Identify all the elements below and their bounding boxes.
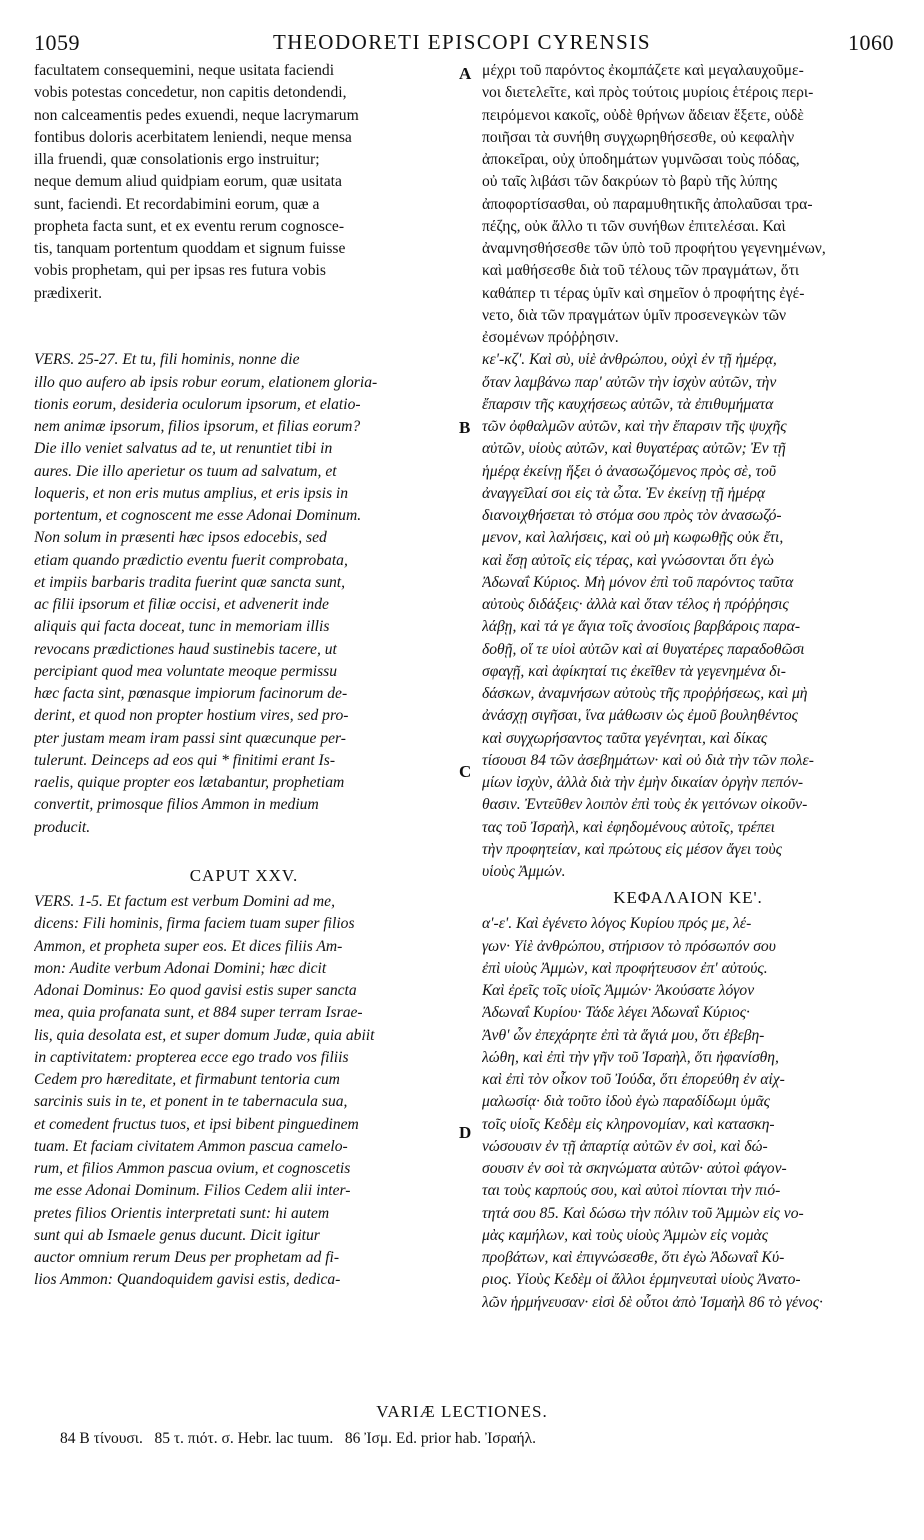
text-line: καθάπερ τι τέρας ὑμῖν καὶ σημεῖον ὁ προφήτης ἐγέ-: [482, 284, 805, 302]
text-line: revocans prædictiones haud sustinebis tacere, ut: [34, 640, 337, 658]
text-line: μαλωσίᾳ· διὰ τοῦτο ἰδοὺ ἐγὼ παραδίδωμι ὑμᾶς: [482, 1093, 770, 1111]
text-line: πειρόμενοι κακοῖς, οὐδὲ θρήνων ἄδειαν ἕξετε, οὐδὲ: [482, 106, 804, 124]
text-line: mon: Audite verbum Adonai Domini; hæc dicit: [34, 959, 327, 977]
text-line: Ἀδωναΐ Κύριος. Μὴ μόνον ἐπὶ τοῦ παρόντος ταῦτα: [482, 573, 794, 591]
text-line: ac filii ipsorum et filiæ occisi, et advenerit inde: [34, 596, 329, 613]
text-line: hæc facta sint, pœnasque impiorum facinorum de-: [34, 685, 348, 702]
text-line: κε'-κζ'. Καὶ σὺ, υἱὲ ἀνθρώπου, οὐχὶ ἐν τῇ ἡμέρᾳ,: [482, 351, 777, 369]
text-line: me esse Adonai Dominum. Filios Cedem alii inter-: [34, 1182, 351, 1200]
text-line: Ammon, et propheta super eos. Et dices filiis Am-: [34, 937, 343, 955]
text-line: ἀποκεῖραι, οὐχ ὑποδημάτων γυμνῶσαι τοὺς πόδας,: [482, 151, 800, 168]
text-line: δοθῇ, οἵ τε υἱοὶ αὐτῶν καὶ αἱ θυγατέρες παραδοθῶσι: [482, 640, 805, 658]
text-line: et comedent fructus tuos, et ipsi bibent pinguedinem: [34, 1115, 359, 1133]
text-line: σφαγῇ, καὶ ἀφίκηταί τις ἐκεῖθεν τὰ γεγενημένα δι-: [482, 662, 786, 680]
text-line: ἀνάσχῃ σιγῆσαι, ἵνα μάθωσιν ὡς ἐμοῦ βουληθέντος: [482, 707, 798, 725]
running-title: THEODORETI EPISCOPI CYRENSIS: [272, 30, 652, 54]
text-line: lis, quia desolata est, et super domum Judæ, quia abiit: [34, 1026, 375, 1044]
text-line: loqueris, et non eris mutus amplius, et eris ipsis in: [34, 484, 349, 502]
text-line: etiam quando prædictio eventu fuerit comprobata,: [34, 551, 348, 569]
text-line: καὶ ἐπὶ τὸν οἶκον τοῦ Ἰούδα, ὅτι ἐπορεύθη ἐν αἰχ-: [482, 1071, 785, 1088]
text-line: καὶ συγχωρήσαντος ταῦτα γεγένηται, καὶ δίκας: [482, 729, 768, 747]
text-line: ἀποφορτίσασθαι, οὐ παραμυθητικῆς ἀπολαῦσαι τρα-: [482, 195, 813, 213]
text-line: raelis, quique propter eos lætabantur, prophetiam: [34, 774, 345, 791]
text-line: tuam. Et faciam civitatem Ammon pascua camelo-: [34, 1137, 348, 1155]
text-line: nem animæ ipsorum, filios ipsorum, et filias eorum?: [34, 418, 361, 435]
latin-paragraph-3: [34, 891, 454, 1292]
text-line: producit.: [34, 818, 91, 836]
text-line: τῶν ὀφθαλμῶν αὐτῶν, καὶ τὴν ἔπαρσιν τῆς ψυχῆς: [482, 418, 787, 435]
text-line: illo quo aufero ab ipsis robur eorum, elationem gloria-: [34, 373, 378, 391]
text-line: pter justam meam iram passi sint quæcunque per-: [34, 729, 346, 747]
text-line: derint, et quod non propter hostium vires, sed pro-: [34, 707, 349, 725]
text-line: percipiant quod mea voluntate meoque permissu: [34, 662, 338, 680]
text-line: neque demum aliud quidpiam eorum, quæ usitata: [34, 173, 342, 191]
text-line: prædixerit.: [34, 284, 102, 302]
text-line: λῶν ἡρμήνευσαν· εἰσὶ δὲ οὗτοι ἀπὸ Ἰσμαὴλ 86 τὸ γένος·: [482, 1293, 823, 1311]
text-line: vobis potestas concedetur, non capitis detondendi,: [34, 84, 347, 102]
margin-letter-c: C: [459, 762, 472, 781]
text-line: Ἀνθ' ὧν ἐπεχάρητε ἐπὶ τὰ ἅγιά μου, ὅτι ἐβεβη-: [482, 1026, 765, 1044]
variae-lectiones-notes: 84 B τίνουσι. 85 τ. πιότ. σ. Hebr. lac tuum. 86 Ἰσμ. Ed. prior hab. Ἰσραήλ.: [60, 1430, 536, 1447]
greek-column: [482, 60, 894, 1314]
text-line: νοι διετελεῖτε, καὶ πρὸς τούτοις μυρίοις ἑτέροις περι-: [482, 84, 814, 102]
margin-letter-a: A: [459, 64, 472, 83]
text-line: ὅταν λαμβάνω παρ' αὐτῶν τὴν ἰσχὺν αὐτῶν, τὴν: [482, 373, 777, 391]
text-line: τητά σου 85. Καὶ δώσω τὴν πόλιν τοῦ Ἀμμὼν εἰς νο-: [482, 1204, 804, 1222]
text-line: ἡμέρᾳ ἐκείνῃ ἥξει ὁ ἀνασωζόμενος πρὸς σὲ, τοῦ: [482, 462, 777, 480]
page-header: [0, 30, 924, 60]
margin-letter-d: D: [459, 1123, 472, 1142]
text-line: ἔπαρσιν τῆς καυχήσεως αὐτῶν, τὰ ἐπιθυμήματα: [482, 395, 774, 413]
text-line: γων· Υἱὲ ἀνθρώπου, στήρισον τὸ πρόσωπόν σου: [482, 937, 776, 955]
text-line: sarcinis suis in te, et ponent in te tabernacula sua,: [34, 1093, 348, 1111]
text-line: αὐτῶν, υἱοὺς αὐτῶν, καὶ θυγατέρας αὐτῶν; Ἐν τῇ: [482, 440, 786, 458]
greek-paragraph-2: [482, 349, 894, 883]
text-line: pretes filios Orientis interpretati sunt: hi autem: [34, 1204, 330, 1222]
text-line: aures. Die illo aperietur os tuum ad salvatum, et: [34, 462, 337, 480]
text-line: tulerunt. Deinceps ad eos qui * finitimi erant Is-: [34, 751, 336, 769]
text-line: ριος. Υἱοὺς Κεδὲμ οἱ ἄλλοι ἑρμηνευταὶ υἱοὺς Ἀνατο-: [482, 1271, 801, 1289]
text-line: VERS. 25-27. Et tu, fili hominis, nonne die: [34, 351, 300, 369]
text-line: ἀναμνησθήσεσθε τῶν ὑπὸ τοῦ προφήτου γεγενημένων,: [482, 240, 826, 257]
text-line: illa fruendi, quæ consolationis ergo instruitur;: [34, 151, 320, 168]
text-line: Καὶ ἐρεῖς τοῖς υἱοῖς Ἀμμών· Ἀκούσατε λόγον: [482, 982, 755, 999]
text-line: sunt qui ab Ismaele genus ducunt. Dicit igitur: [34, 1226, 320, 1244]
text-line: lios Ammon: Quandoquidem gavisi estis, dedica-: [34, 1271, 341, 1289]
text-line: vobis prophetam, qui per ipsas res futura vobis: [34, 262, 326, 280]
text-line: προβάτων, καὶ ἐπιγνώσεσθε, ὅτι ἐγὼ Ἀδωναΐ Κύ-: [482, 1249, 785, 1266]
text-line: et impiis barbaris tradita fuerint quæ sancta sunt,: [34, 573, 346, 591]
text-line: in captivitatem: propterea ecce ego trado vos filiis: [34, 1048, 349, 1066]
text-line: convertit, primosque filios Ammon in medium: [34, 796, 319, 814]
text-line: υἱοὺς Ἀμμών.: [482, 863, 566, 880]
text-line: τίσουσι 84 τῶν ἀσεβημάτων· καὶ οὐ διὰ τὴν τῶν πολε-: [482, 751, 814, 769]
text-line: rum, et filios Ammon pascua ovium, et cognoscetis: [34, 1160, 351, 1177]
text-line: α'-ε'. Καὶ ἐγένετο λόγος Κυρίου πρός με, λέ-: [482, 915, 752, 933]
text-line: μίων ἰσχὺν, ἀλλὰ διὰ τὴν ἐμὴν δικαίαν ὀργὴν πεπόν-: [482, 774, 804, 791]
greek-chapter-heading: ΚΕΦΑΛΑΙΟΝ ΚΕ'.: [613, 888, 763, 908]
latin-paragraph-1: [34, 60, 454, 305]
text-line: ἐπὶ υἱοὺς Ἀμμὼν, καὶ προφήτευσον ἐπ' αὐτούς.: [482, 959, 768, 977]
text-line: VERS. 1-5. Et factum est verbum Domini ad me,: [34, 893, 335, 910]
greek-paragraph-3: [482, 913, 894, 1314]
text-line: portentum, et cognoscent me esse Adonai Dominum.: [34, 507, 362, 524]
text-line: ποιῆσαι τὰ συνήθη συγχωρηθήσεσθε, οὐ κεφαλὴν: [482, 128, 795, 146]
latin-chapter-heading: CAPUT XXV.: [189, 866, 299, 885]
text-line: νετο, διὰ τῶν πραγμάτων ὑμῖν προσενεγκὼν τῶν: [482, 306, 787, 324]
text-line: ἀναγγεῖλαί σοι εἰς τὰ ὦτα. Ἐν ἐκείνῃ τῇ ἡμέρᾳ: [482, 484, 766, 502]
text-line: λάβῃ, καὶ τά γε ἅγια τοῖς ἀνοσίοις βαρβάροις παρα-: [482, 618, 801, 636]
text-line: δάσκων, ἀναμνήσων αὐτοὺς τῆς προῤῥήσεως, καὶ μὴ: [482, 685, 808, 702]
text-line: tionis eorum, desideria oculorum ipsorum, et elatio-: [34, 395, 361, 413]
text-line: καὶ μαθήσεσθε διὰ τοῦ τέλους τῶν πραγμάτων, ὅτι: [482, 262, 800, 280]
text-line: fontibus doloris acerbitatem leniendi, neque mensa: [34, 128, 352, 146]
variae-lectiones-title: VARIÆ LECTIONES.: [376, 1402, 548, 1421]
text-line: auctor omnium rerum Deus per prophetam ad fi-: [34, 1249, 340, 1266]
page-number-left: 1059: [34, 30, 80, 55]
text-line: Non solum in præsenti hæc ipsos edocebis, sed: [34, 529, 327, 547]
text-line: facultatem consequemini, neque usitata faciendi: [34, 62, 335, 79]
text-line: tis, tanquam portentum quoddam et signum fuisse: [34, 240, 346, 257]
text-line: αὐτοὺς διδάξεις· ἀλλὰ καὶ ὅταν τέλος ἡ πρόῤῥησις: [482, 596, 789, 613]
text-line: λώθη, καὶ ἐπὶ τὴν γῆν τοῦ Ἰσραὴλ, ὅτι ἠφανίσθη,: [482, 1048, 779, 1066]
text-line: πέζης, οὐκ ἄλλο τι τῶν συνήθων ἐπιτελέσαι. Καὶ: [482, 217, 786, 235]
text-line: νώσουσιν ἐν τῇ ἀπαρτίᾳ αὐτῶν ἐν σοὶ, καὶ δώ-: [482, 1137, 768, 1155]
text-line: dicens: Fili hominis, firma faciem tuam super filios: [34, 915, 355, 933]
text-line: aliquis qui facta doceat, tunc in memoriam illis: [34, 618, 330, 636]
text-line: sunt, faciendi. Et recordabimini eorum, quæ a: [34, 195, 320, 213]
text-line: τοῖς υἱοῖς Κεδὲμ εἰς κληρονομίαν, καὶ κατασκη-: [482, 1115, 775, 1133]
text-line: ἐσομένων πρόῤῥησιν.: [482, 329, 619, 346]
text-line: propheta facta sunt, et ex eventu rerum cognosce-: [34, 217, 345, 235]
text-line: οὐ ταῖς λιβάσι τῶν δακρύων τὸ βαρὺ τῆς λύπης: [482, 173, 778, 191]
greek-paragraph-1: [482, 60, 894, 349]
latin-column: [34, 60, 454, 1292]
text-line: Adonai Dominus: Eo quod gavisi estis super sancta: [34, 982, 357, 999]
latin-paragraph-2: [34, 349, 454, 839]
text-line: μενον, καὶ λαλήσεις, καὶ οὐ μὴ κωφωθῇς οὐκ ἔτι,: [482, 529, 784, 547]
text-line: διανοιχθήσεται τὸ στόμα σου πρὸς τὸν ἀνασωζό-: [482, 507, 782, 524]
text-line: Cedem pro hæreditate, et firmabunt tentoria cum: [34, 1071, 340, 1088]
text-line: μὰς καμήλων, καὶ τοὺς υἱοὺς Ἀμμὼν εἰς νομὰς: [482, 1226, 769, 1244]
page-number-right: 1060: [848, 30, 894, 55]
text-line: μέχρι τοῦ παρόντος ἐκομπάζετε καὶ μεγαλαυχοῦμε-: [482, 62, 804, 79]
text-line: non calceamentis pedes exuendi, neque lacrymarum: [34, 106, 359, 124]
text-line: Ἀδωναΐ Κυρίου· Τάδε λέγει Ἀδωναΐ Κύριος·: [482, 1004, 750, 1022]
text-line: σουσιν ἐν σοὶ τὰ σκηνώματα αὐτῶν· αὐτοὶ φάγον-: [482, 1160, 787, 1177]
text-line: καὶ ἔσῃ αὐτοῖς εἰς τέρας, καὶ γνώσονται ὅτι ἐγὼ: [482, 551, 775, 569]
margin-letter-b: B: [459, 418, 471, 437]
text-line: τας τοῦ Ἰσραὴλ, καὶ ἐφηδομένους αὐτοῖς, τρέπει: [482, 818, 775, 836]
text-line: mea, quia profanata sunt, et 884 super terram Israe-: [34, 1004, 363, 1022]
text-line: θασιν. Ἐντεῦθεν λοιπὸν ἐπὶ τοὺς ἐκ γειτόνων οἰκοῦν-: [482, 796, 808, 814]
text-line: τὴν προφητείαν, καὶ πρώτους εἰς μέσον ἄγει τοὺς: [482, 840, 782, 858]
text-line: ται τοὺς καρπούς σου, καὶ αὐτοὶ πίονται τὴν πιό-: [482, 1182, 781, 1200]
text-line: Die illo veniet salvatus ad te, ut renuntiet tibi in: [34, 440, 333, 458]
